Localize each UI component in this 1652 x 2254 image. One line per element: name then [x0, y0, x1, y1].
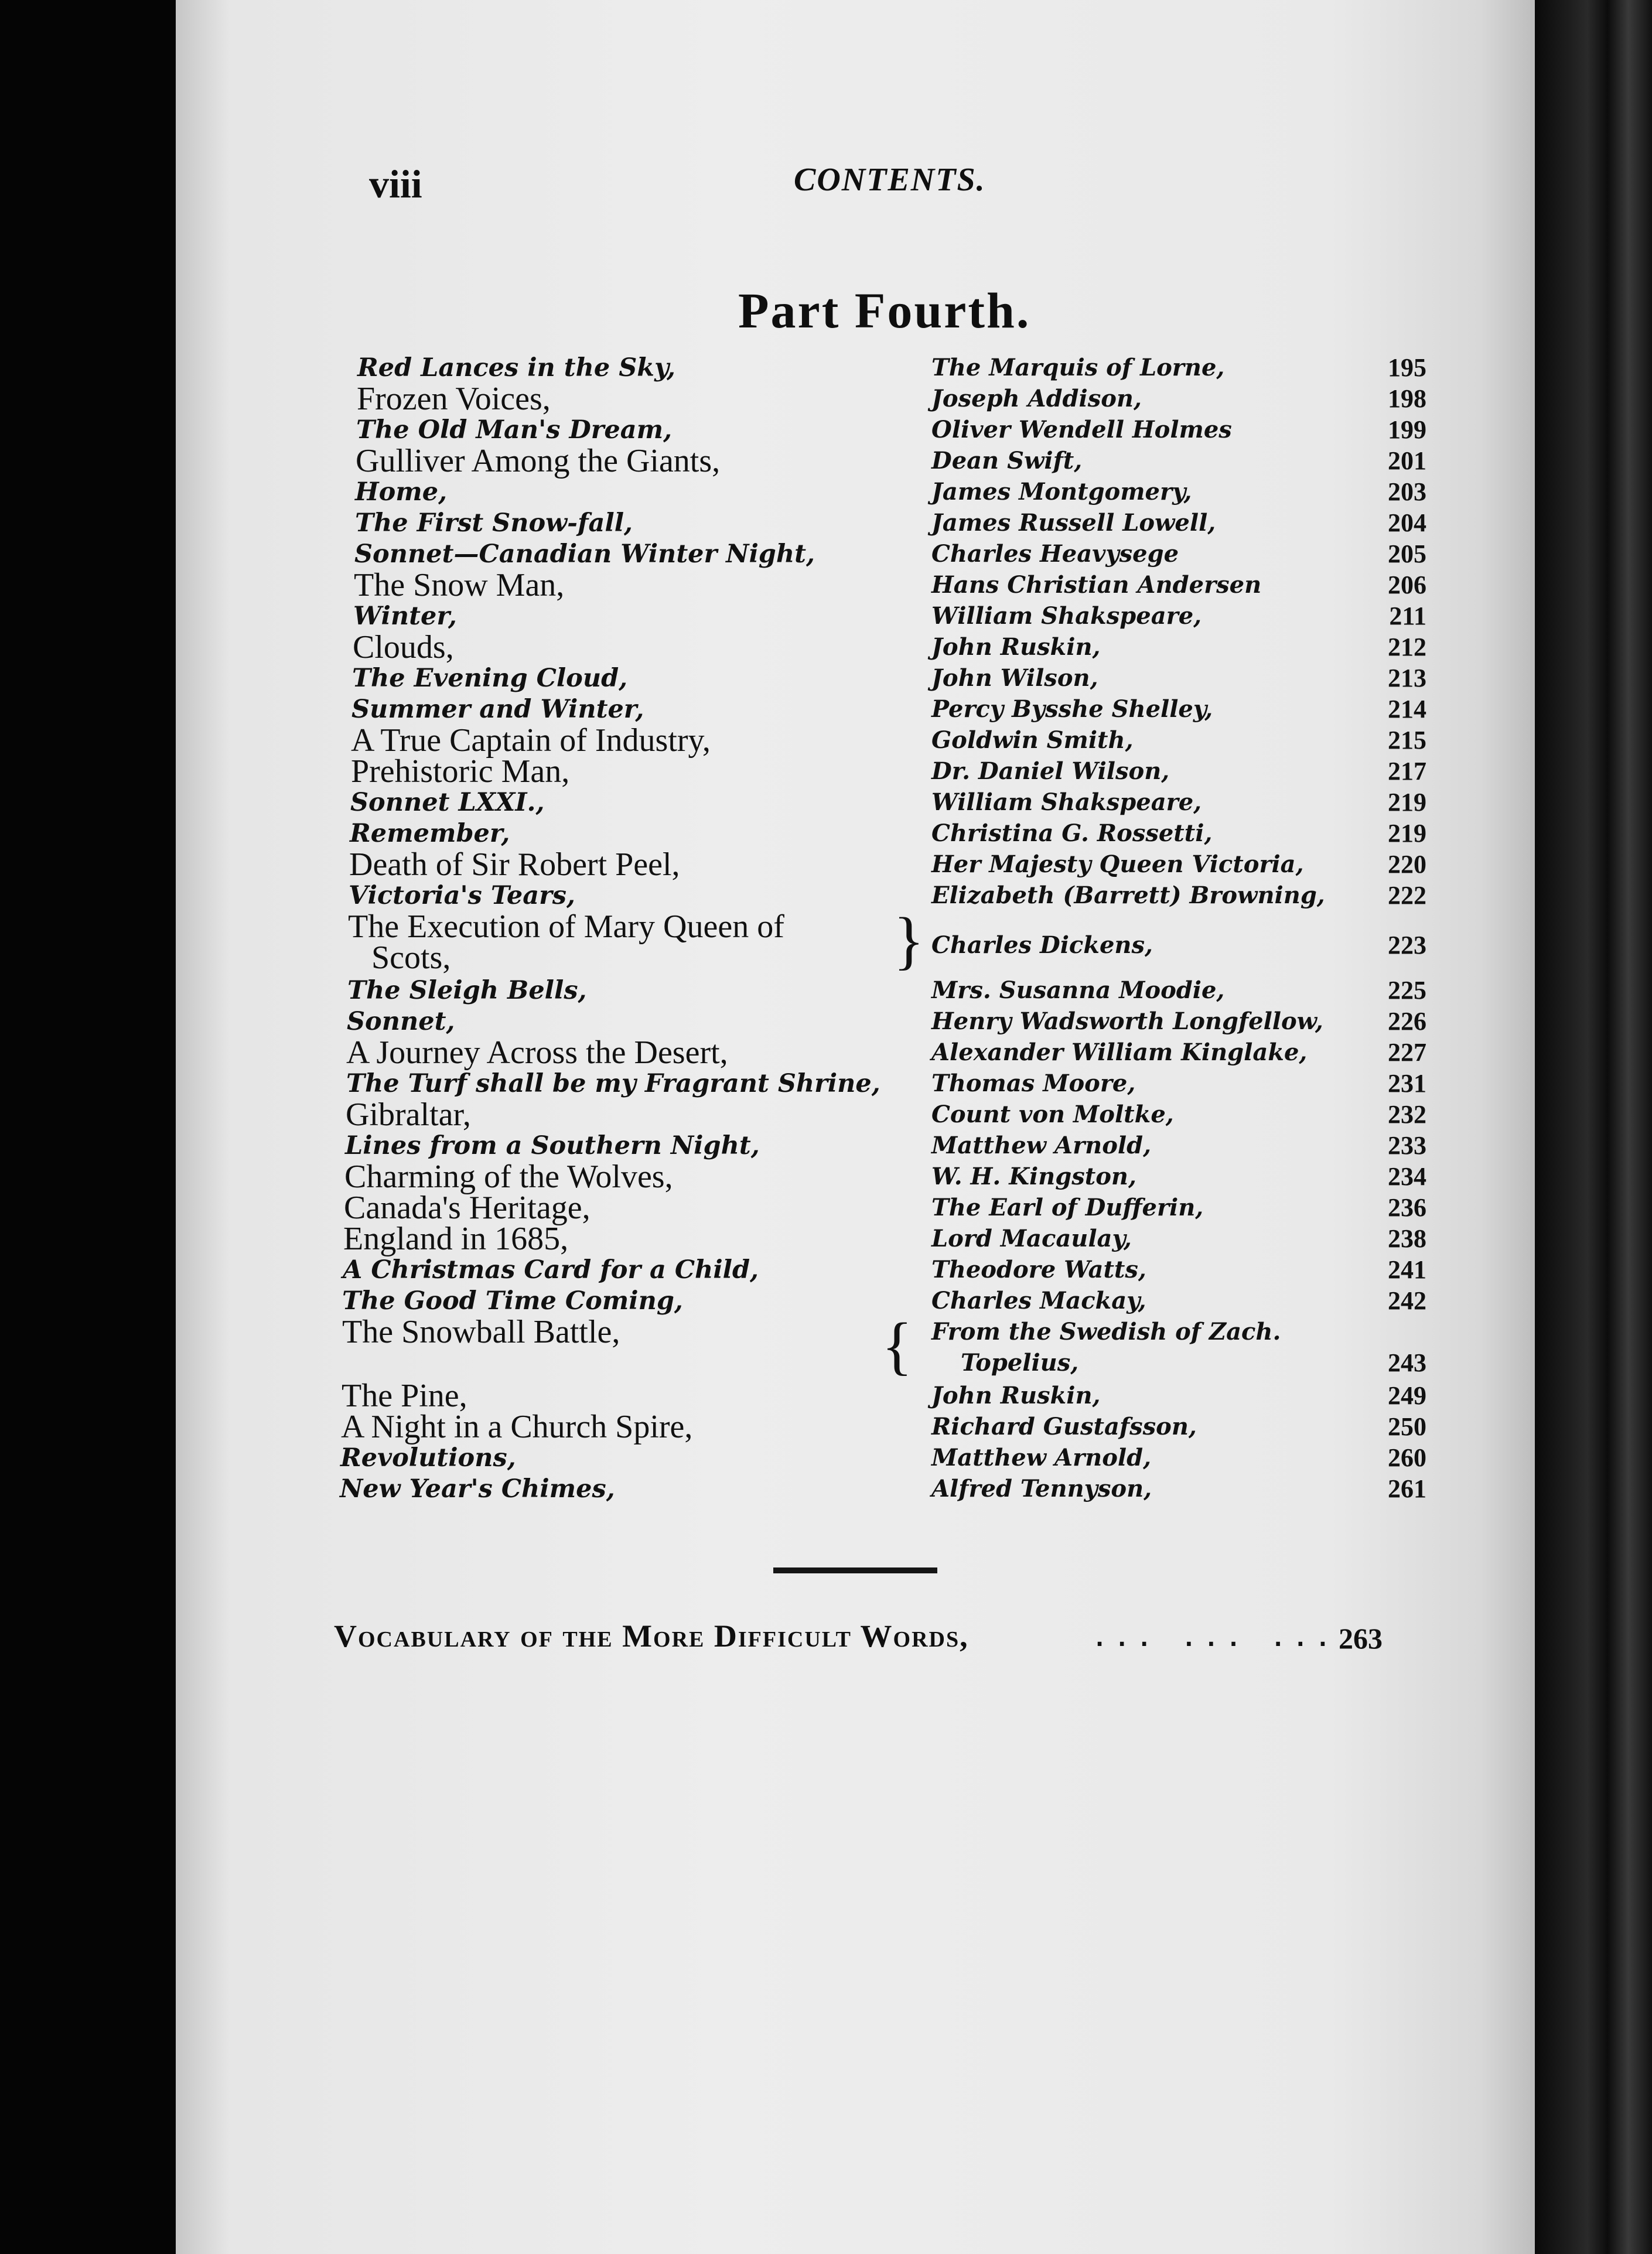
toc-entry	[0, 1285, 1652, 1317]
toc-entry-title: Lines from a Southern Night,	[345, 1131, 760, 1160]
toc-entry-title: Revolutions,	[340, 1443, 516, 1473]
toc-entry-author: The Earl of Dufferin,	[931, 1194, 1204, 1221]
toc-entry-title: Gulliver Among the Giants,	[356, 443, 721, 479]
toc-entry	[0, 1310, 1652, 1381]
toc-entry-title: The Old Man's Dream,	[356, 415, 673, 445]
toc-entry-title-continued: Scots,	[371, 940, 451, 976]
toc-entry	[0, 445, 1652, 477]
toc-entry-title: The First Snow-fall,	[355, 508, 633, 538]
toc-brace: {	[882, 1310, 913, 1381]
toc-entry	[0, 414, 1652, 446]
toc-entry-title: The Execution of Mary Queen of	[348, 909, 784, 945]
toc-entry-author: Count von Moltke,	[931, 1101, 1174, 1128]
toc-entry	[0, 1129, 1652, 1162]
toc-entry-page: 212	[1388, 633, 1426, 661]
toc-entry-author: Charles Dickens,	[931, 931, 1153, 959]
toc-entry-author: Joseph Addison,	[931, 385, 1142, 412]
toc-entry	[0, 351, 1652, 384]
toc-entry-author: Elizabeth (Barrett) Browning,	[931, 882, 1325, 909]
toc-entry-title: Red Lances in the Sky,	[357, 353, 675, 383]
toc-entry-author: James Montgomery,	[931, 478, 1192, 506]
toc-entry-author: Goldwin Smith,	[931, 726, 1134, 754]
toc-brace: }	[893, 904, 924, 976]
toc-entry-page: 195	[1388, 353, 1426, 382]
toc-entry-author: Dr. Daniel Wilson,	[931, 757, 1170, 785]
toc-entry-page: 215	[1388, 726, 1426, 754]
toc-entry-author: Oliver Wendell Holmes	[931, 416, 1232, 443]
toc-entry-page: 241	[1388, 1255, 1426, 1284]
toc-entry-title: A Journey Across the Desert,	[346, 1034, 728, 1071]
toc-entry-title: Summer and Winter,	[351, 695, 644, 724]
toc-entry-title: England in 1685,	[343, 1221, 569, 1257]
toc-entry-page: 226	[1388, 1007, 1426, 1036]
toc-entry-author: Hans Christian Andersen	[931, 571, 1262, 599]
toc-entry-title: Victoria's Tears,	[349, 881, 575, 910]
toc-entry-page: 243	[1388, 1348, 1426, 1377]
toc-entry-title: A Christmas Card for a Child,	[343, 1255, 759, 1285]
toc-entry-author: Matthew Arnold,	[931, 1132, 1151, 1159]
toc-entry-title: Sonnet—Canadian Winter Night,	[354, 539, 815, 569]
toc-entry	[0, 1222, 1652, 1255]
toc-entry-author: Richard Gustafsson,	[931, 1413, 1197, 1440]
toc-entry-author: Percy Bysshe Shelley,	[931, 695, 1213, 723]
toc-entry-title: Frozen Voices,	[357, 381, 551, 417]
toc-entry-author: John Wilson,	[931, 664, 1098, 692]
toc-entry	[0, 1098, 1652, 1131]
toc-entry-title: A True Captain of Industry,	[351, 722, 711, 759]
toc-entry-page: 222	[1388, 881, 1426, 910]
toc-entry-page: 206	[1388, 571, 1426, 599]
toc-entry-author: Theodore Watts,	[931, 1256, 1146, 1283]
toc-entry-page: 231	[1388, 1069, 1426, 1098]
toc-entry-author: John Ruskin,	[931, 1382, 1101, 1409]
toc-entry-title: Clouds,	[353, 629, 454, 665]
running-title: CONTENTS.	[794, 162, 986, 198]
toc-entry-author: Alexander William Kinglake,	[931, 1039, 1308, 1066]
toc-entry	[0, 538, 1652, 571]
page-folio: viii	[369, 162, 422, 206]
toc-entry	[0, 476, 1652, 508]
toc-entry-author: James Russell Lowell,	[931, 509, 1216, 537]
toc-entry-page: 250	[1388, 1412, 1426, 1441]
vocabulary-entry-label	[334, 1618, 969, 1659]
toc-entry-page: 223	[1388, 931, 1426, 959]
toc-entry-title: Gibraltar,	[346, 1097, 471, 1133]
toc-entry	[0, 1067, 1652, 1100]
toc-entry-page: 233	[1388, 1131, 1426, 1160]
toc-entry-title: The Snow Man,	[354, 567, 565, 603]
toc-entry-author: Alfred Tennyson,	[931, 1475, 1152, 1502]
toc-entry-page: 236	[1388, 1193, 1426, 1222]
toc-entry	[0, 662, 1652, 695]
section-rule	[773, 1567, 937, 1573]
toc-entry-title: The Turf shall be my Fragrant Shrine,	[346, 1069, 880, 1098]
toc-entry	[0, 1411, 1652, 1443]
toc-entry	[0, 1005, 1652, 1038]
toc-entry-title: The Evening Cloud,	[352, 664, 628, 693]
toc-entry-title: Winter,	[353, 602, 457, 631]
toc-entry-author: Mrs. Susanna Moodie,	[931, 976, 1225, 1004]
toc-entry	[0, 383, 1652, 415]
toc-entry-author: Thomas Moore,	[931, 1070, 1136, 1097]
toc-entry-page: 199	[1388, 415, 1426, 444]
toc-entry-author: William Shakspeare,	[931, 788, 1202, 816]
toc-entry	[0, 1442, 1652, 1474]
toc-entry-author: John Ruskin,	[931, 633, 1101, 661]
toc-entry-author: Dean Swift,	[931, 447, 1083, 474]
toc-entry-page: 203	[1388, 477, 1426, 506]
toc-entry-author: Lord Macaulay,	[931, 1225, 1132, 1252]
toc-entry	[0, 1473, 1652, 1505]
toc-entry-page: 238	[1388, 1224, 1426, 1253]
toc-entry	[0, 1191, 1652, 1224]
toc-entry-title: Sonnet,	[347, 1007, 455, 1036]
toc-entry-title: A Night in a Church Spire,	[341, 1409, 693, 1445]
toc-entry-title: New Year's Chimes,	[340, 1474, 615, 1504]
toc-entry-page: 219	[1388, 819, 1426, 848]
toc-entry-title: The Snowball Battle,	[342, 1314, 620, 1350]
vocabulary-label: Vocabulary of the More Difficult Words,	[334, 1618, 969, 1654]
toc-entry-page: 217	[1388, 757, 1426, 786]
toc-entry-page: 227	[1388, 1038, 1426, 1067]
toc-entry-page: 261	[1388, 1474, 1426, 1503]
vocabulary-leader-dots: ... ... ...	[1093, 1625, 1338, 1652]
toc-entry	[0, 1160, 1652, 1193]
toc-entry	[0, 631, 1652, 664]
toc-entry	[0, 1379, 1652, 1412]
toc-entry-author: Henry Wadsworth Longfellow,	[931, 1008, 1323, 1035]
toc-entry-page: 211	[1389, 602, 1426, 630]
toc-entry-page: 204	[1388, 508, 1426, 537]
toc-entry	[0, 974, 1652, 1007]
toc-entry-title: Death of Sir Robert Peel,	[349, 846, 680, 883]
toc-entry	[0, 569, 1652, 602]
part-title: Part Fourth.	[738, 282, 1031, 339]
toc-entry	[0, 693, 1652, 726]
toc-entry	[0, 786, 1652, 819]
toc-entry-page: 198	[1388, 384, 1426, 413]
toc-entry-page: 201	[1388, 446, 1426, 475]
toc-entry-title: The Good Time Coming,	[342, 1286, 683, 1316]
toc-entry-page: 220	[1388, 850, 1426, 879]
toc-entry-page: 260	[1388, 1443, 1426, 1472]
toc-entry-author-continued: Topelius,	[961, 1349, 1079, 1377]
toc-entry-author: Charles Mackay,	[931, 1287, 1146, 1314]
vocabulary-page-number: 263	[1339, 1622, 1383, 1655]
toc-entry-title: Sonnet LXXI.,	[350, 788, 545, 817]
toc-entry-author: Matthew Arnold,	[931, 1444, 1151, 1471]
toc-entry-title: The Sleigh Bells,	[347, 976, 587, 1005]
toc-entry-page: 234	[1388, 1162, 1426, 1191]
toc-entry-author: From the Swedish of Zach.	[931, 1318, 1281, 1345]
toc-entry	[0, 507, 1652, 539]
toc-entry-page: 213	[1388, 664, 1426, 692]
toc-entry	[0, 848, 1652, 881]
toc-entry	[0, 1036, 1652, 1069]
toc-entry	[0, 755, 1652, 788]
toc-entry-page: 219	[1388, 788, 1426, 817]
toc-entry	[0, 724, 1652, 757]
toc-entry-title: Charming of the Wolves,	[344, 1159, 673, 1195]
toc-entry-page: 214	[1388, 695, 1426, 723]
toc-entry-page: 242	[1388, 1286, 1426, 1315]
toc-entry-author: The Marquis of Lorne,	[931, 354, 1225, 381]
toc-entry-title: Prehistoric Man,	[351, 753, 570, 790]
toc-entry-author: W. H. Kingston,	[931, 1163, 1136, 1190]
toc-entry-title: Remember,	[350, 819, 510, 848]
toc-entry-page: 232	[1388, 1100, 1426, 1129]
toc-entry-title: Canada's Heritage,	[344, 1190, 591, 1226]
toc-entry-title: The Pine,	[342, 1378, 467, 1414]
toc-entry	[0, 1254, 1652, 1286]
toc-entry-title: Home,	[355, 477, 448, 507]
toc-entry	[0, 600, 1652, 633]
toc-entry-page: 205	[1388, 539, 1426, 568]
toc-entry	[0, 817, 1652, 850]
toc-entry-author: Charles Heavysege	[931, 540, 1179, 568]
toc-entry-page: 225	[1388, 976, 1426, 1005]
toc-entry	[0, 879, 1652, 912]
toc-entry	[0, 904, 1652, 976]
toc-entry-author: Her Majesty Queen Victoria,	[931, 851, 1304, 878]
toc-entry-author: Christina G. Rossetti,	[931, 819, 1213, 847]
toc-entry-author: William Shakspeare,	[931, 602, 1202, 630]
toc-entry-page: 249	[1388, 1381, 1426, 1410]
